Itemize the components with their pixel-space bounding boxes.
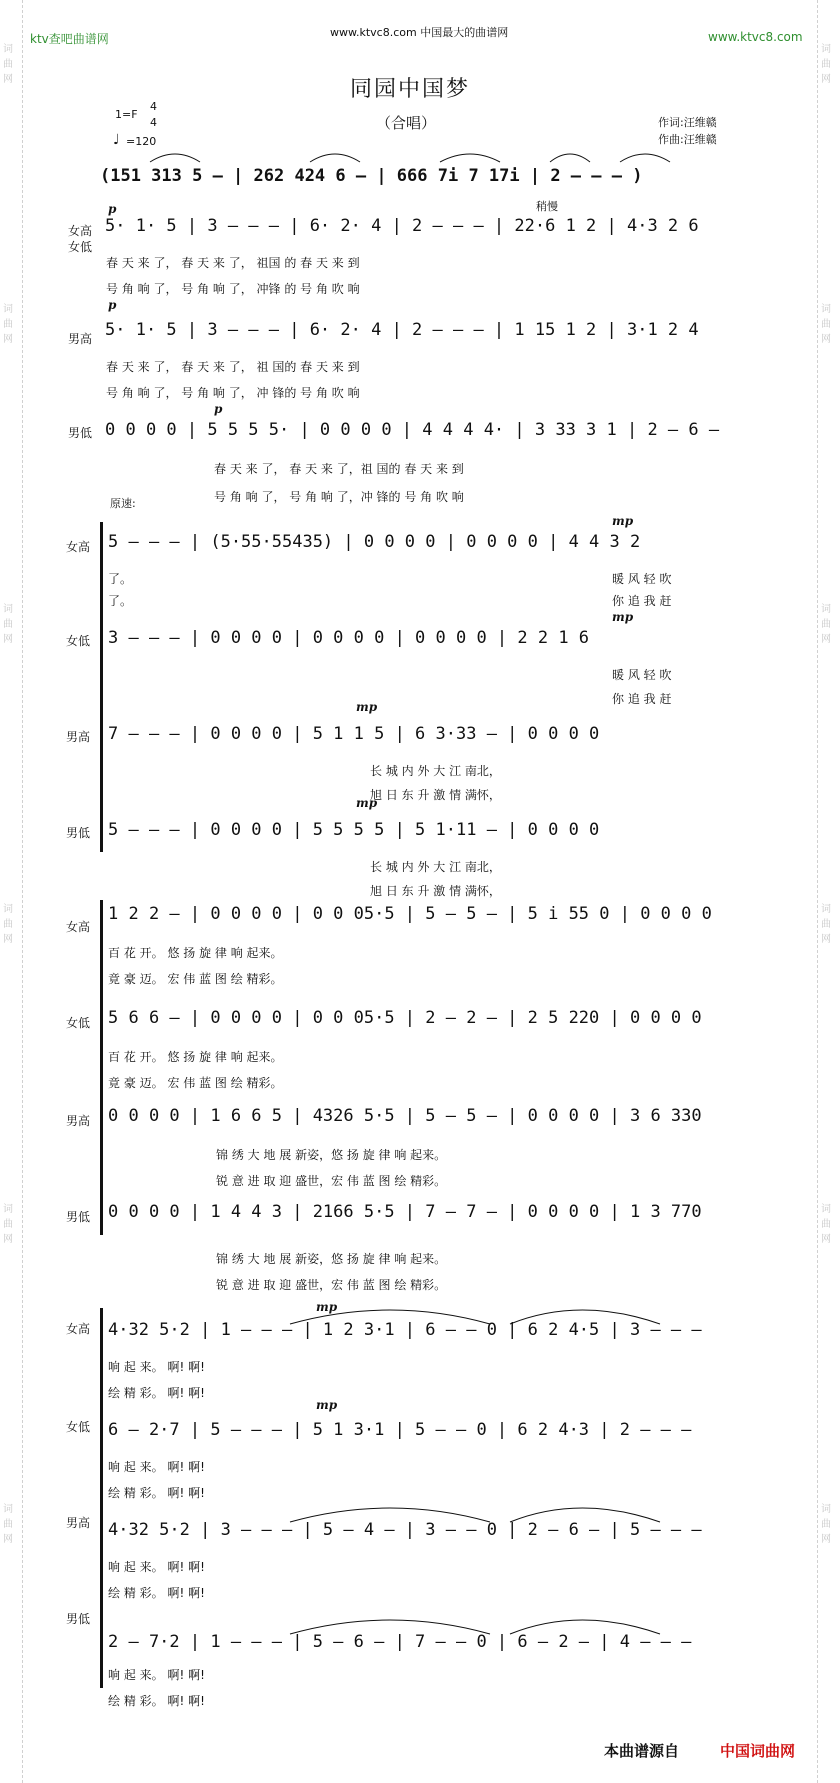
sys3-soprano-lyric-2: 竟 豪 迈。 宏 伟 蓝 图 绘 精彩。 bbox=[108, 972, 283, 986]
dynamic-mp: mp bbox=[356, 700, 378, 714]
lyricist: 作词:汪维赣 bbox=[658, 116, 717, 129]
sys2-tenor-lyric-1: 长 城 内 外 大 江 南北， bbox=[370, 764, 501, 778]
sys1-upper-lyric-2: 号 角 响 了， 号 角 响 了， 冲锋 的 号 角 吹 响 bbox=[106, 282, 360, 296]
header-left-site[interactable]: ktv查吧曲谱网 bbox=[30, 32, 109, 46]
system-bracket bbox=[100, 522, 103, 852]
sys2-bass-notes: 5 – – – | 0 0 0 0 | 5 5 5 5 | 5 1·11 – | 0 0 0 0 bbox=[108, 820, 600, 840]
sys4-tenor-notes: 4·32 5·2 | 3 – – – | 5 – 4 – | 3 – – 0 | 2 – 6 – | 5 – – – bbox=[108, 1520, 702, 1540]
dynamic-mp: mp bbox=[612, 610, 634, 624]
sys2-bass-lyric-1: 长 城 内 外 大 江 南北， bbox=[370, 860, 501, 874]
sys2-bass-lyric-2: 旭 日 东 升 激 情 满怀， bbox=[370, 884, 501, 898]
watermark-text: 词曲网 bbox=[3, 604, 13, 645]
sys4-soprano-lyric-1: 响 起 来。 啊! 啊! bbox=[108, 1360, 205, 1374]
header-right-site[interactable]: www.ktvc8.com bbox=[708, 30, 803, 44]
song-title: 同园中国梦 bbox=[350, 77, 471, 102]
sys2-alto-lyric-1-end: 暖 风 轻 吹 bbox=[612, 668, 672, 682]
watermark-text: 词曲网 bbox=[821, 904, 831, 945]
meter-bottom: 4 bbox=[150, 116, 157, 129]
sys1-tenor-notes: 5· 1· 5 | 3 – – – | 6· 2· 4 | 2 – – – | 1 15 1 2 | 3·1 2 4 bbox=[105, 320, 699, 340]
left-watermark-strip bbox=[0, 0, 23, 1783]
dynamic-p: p bbox=[108, 202, 117, 216]
part-label-alto: 女低 bbox=[66, 1016, 91, 1030]
sys4-soprano-notes: 4·32 5·2 | 1 – – – | 1 2 3·1 | 6 – – 0 | 6 2 4·5 | 3 – – – bbox=[108, 1320, 702, 1340]
key-signature: 1=F bbox=[115, 108, 138, 121]
watermark-text: 词曲网 bbox=[821, 304, 831, 345]
sys4-soprano-lyric-2: 绘 精 彩。 啊! 啊! bbox=[108, 1386, 205, 1400]
sys4-bass-lyric-2: 绘 精 彩。 啊! 啊! bbox=[108, 1694, 205, 1708]
dynamic-p: p bbox=[214, 402, 223, 416]
sys1-tenor-lyric-1: 春 天 来 了， 春 天 来 了， 祖 国的 春 天 来 到 bbox=[106, 360, 360, 374]
part-label-sa: 女高 bbox=[66, 540, 91, 554]
quarter-note-icon: ♩ bbox=[113, 132, 120, 148]
sys3-tenor-notes: 0 0 0 0 | 1 6 6 5 | 4326 5·5 | 5 – 5 – | 0 0 0 0 | 3 6 330 bbox=[108, 1106, 702, 1126]
dynamic-mp: mp bbox=[356, 796, 378, 810]
part-label-bass: 男低 bbox=[66, 1612, 91, 1626]
sys2-alto-lyric-2-end: 你 追 我 赶 bbox=[612, 692, 672, 706]
sys4-tenor-lyric-1: 响 起 来。 啊! 啊! bbox=[108, 1560, 205, 1574]
part-label-tenor: 男高 bbox=[66, 730, 91, 744]
watermark-text: 词曲网 bbox=[3, 1204, 13, 1245]
sys3-tenor-lyric-1: 锦 绣 大 地 展 新姿，悠 扬 旋 律 响 起来。 bbox=[216, 1148, 447, 1162]
part-label-al: 女低 bbox=[68, 240, 93, 254]
footer-source: 本曲谱源自 bbox=[604, 1742, 680, 1760]
header-center: www.ktvc8.com 中国最大的曲谱网 bbox=[330, 26, 509, 39]
part-label-sa: 女高 bbox=[66, 920, 91, 934]
sys4-alto-lyric-2: 绘 精 彩。 啊! 啊! bbox=[108, 1486, 205, 1500]
sys2-soprano-notes: 5 – – – | (5·55·55435) | 0 0 0 0 | 0 0 0 0 | 4 4 3 2 bbox=[108, 532, 641, 552]
intro-slurs bbox=[100, 146, 760, 166]
watermark-text: 词曲网 bbox=[3, 1504, 13, 1545]
watermark-text: 词曲网 bbox=[3, 304, 13, 345]
dynamic-mp: mp bbox=[316, 1300, 338, 1314]
song-subtitle: （合唱） bbox=[376, 114, 437, 132]
sys3-bass-notes: 0 0 0 0 | 1 4 4 3 | 2166 5·5 | 7 – 7 – | 0 0 0 0 | 1 3 770 bbox=[108, 1202, 702, 1222]
tempo: =120 bbox=[126, 135, 157, 148]
dynamic-mp: mp bbox=[316, 1398, 338, 1412]
sys2-tenor-notes: 7 – – – | 0 0 0 0 | 5 1 1 5 | 6 3·33 – | 0 0 0 0 bbox=[108, 724, 600, 744]
sys1-bass-lyric-1: 春 天 来 了， 春 天 来 了，祖 国的 春 天 来 到 bbox=[214, 462, 464, 476]
right-watermark-strip bbox=[817, 0, 840, 1783]
sys4-alto-lyric-1: 响 起 来。 啊! 啊! bbox=[108, 1460, 205, 1474]
intro-notes: (151 313 5 – | 262 424 6 – | 666 7i 7 17i | 2 – – – ) bbox=[100, 166, 643, 186]
watermark-text: 词曲网 bbox=[821, 44, 831, 85]
sys1-bass-notes: 0 0 0 0 | 5 5 5 5· | 0 0 0 0 | 4 4 4 4· | 3 33 3 1 | 2 – 6 – bbox=[105, 420, 720, 440]
sys3-alto-notes: 5 6 6 – | 0 0 0 0 | 0 0 05·5 | 2 – 2 – | 2 5 220 | 0 0 0 0 bbox=[108, 1008, 702, 1028]
sys1-upper-lyric-1: 春 天 来 了， 春 天 来 了， 祖国 的 春 天 来 到 bbox=[106, 256, 360, 270]
meter-top: 4 bbox=[150, 100, 157, 113]
sys2-alto-notes: 3 – – – | 0 0 0 0 | 0 0 0 0 | 0 0 0 0 | 2 2 1 6 bbox=[108, 628, 590, 648]
sys2-soprano-lyric-2-end: 你 追 我 赶 bbox=[612, 594, 672, 608]
sys4-tenor-lyric-2: 绘 精 彩。 啊! 啊! bbox=[108, 1586, 205, 1600]
sys1-tenor-lyric-2: 号 角 响 了， 号 角 响 了， 冲 锋的 号 角 吹 响 bbox=[106, 386, 360, 400]
watermark-text: 词曲网 bbox=[3, 44, 13, 85]
watermark-text: 词曲网 bbox=[821, 1204, 831, 1245]
sys1-upper-notes: 5· 1· 5 | 3 – – – | 6· 2· 4 | 2 – – – | 22·6 1 2 | 4·3 2 6 bbox=[105, 216, 699, 236]
tempo-mark-slow: 稍慢 bbox=[536, 200, 558, 213]
sys3-bass-lyric-2: 锐 意 进 取 迎 盛世，宏 伟 蓝 图 绘 精彩。 bbox=[216, 1278, 447, 1292]
system-bracket bbox=[100, 900, 103, 1235]
dynamic-p: p bbox=[108, 298, 117, 312]
sys4-alto-notes: 6 – 2·7 | 5 – – – | 5 1 3·1 | 5 – – 0 | 6 2 4·3 | 2 – – – bbox=[108, 1420, 692, 1440]
sys1-bass-lyric-2: 号 角 响 了， 号 角 响 了，冲 锋的 号 角 吹 响 bbox=[214, 490, 464, 504]
sys3-alto-lyric-1: 百 花 开。 悠 扬 旋 律 响 起来。 bbox=[108, 1050, 283, 1064]
slur-marks bbox=[100, 1300, 780, 1680]
dynamic-mp: mp bbox=[612, 514, 634, 528]
part-label-bass: 男低 bbox=[68, 426, 93, 440]
part-label-sa: 女高 bbox=[66, 1322, 91, 1336]
part-label-bass: 男低 bbox=[66, 826, 91, 840]
sys2-soprano-lyric-1: 了。 bbox=[108, 572, 133, 586]
sys3-soprano-notes: 1 2 2 – | 0 0 0 0 | 0 0 05·5 | 5 – 5 – | 5 i 55 0 | 0 0 0 0 bbox=[108, 904, 712, 924]
tempo-mark-original: 原速: bbox=[110, 497, 136, 510]
sys3-bass-lyric-1: 锦 绣 大 地 展 新姿，悠 扬 旋 律 响 起来。 bbox=[216, 1252, 447, 1266]
sys2-soprano-lyric-2: 了。 bbox=[108, 594, 133, 608]
sys2-tenor-lyric-2: 旭 日 东 升 激 情 满怀， bbox=[370, 788, 501, 802]
watermark-text: 词曲网 bbox=[821, 604, 831, 645]
part-label-alto: 女低 bbox=[66, 634, 91, 648]
part-label-tenor: 男高 bbox=[66, 1516, 91, 1530]
part-label-bass: 男低 bbox=[66, 1210, 91, 1224]
sys3-tenor-lyric-2: 锐 意 进 取 迎 盛世，宏 伟 蓝 图 绘 精彩。 bbox=[216, 1174, 447, 1188]
part-label-alto: 女低 bbox=[66, 1420, 91, 1434]
part-label-tenor: 男高 bbox=[66, 1114, 91, 1128]
sys4-bass-notes: 2 – 7·2 | 1 – – – | 5 – 6 – | 7 – – 0 | 6 – 2 – | 4 – – – bbox=[108, 1632, 692, 1652]
part-label-sa: 女高 bbox=[68, 224, 93, 238]
part-label-tenor: 男高 bbox=[68, 332, 93, 346]
footer-site-link[interactable]: 中国词曲网 bbox=[720, 1742, 796, 1760]
sys3-alto-lyric-2: 竟 豪 迈。 宏 伟 蓝 图 绘 精彩。 bbox=[108, 1076, 283, 1090]
sys4-bass-lyric-1: 响 起 来。 啊! 啊! bbox=[108, 1668, 205, 1682]
sys3-soprano-lyric-1: 百 花 开。 悠 扬 旋 律 响 起来。 bbox=[108, 946, 283, 960]
watermark-text: 词曲网 bbox=[3, 904, 13, 945]
sys2-soprano-lyric-1-end: 暖 风 轻 吹 bbox=[612, 572, 672, 586]
composer: 作曲:汪维赣 bbox=[658, 133, 717, 146]
watermark-text: 词曲网 bbox=[821, 1504, 831, 1545]
